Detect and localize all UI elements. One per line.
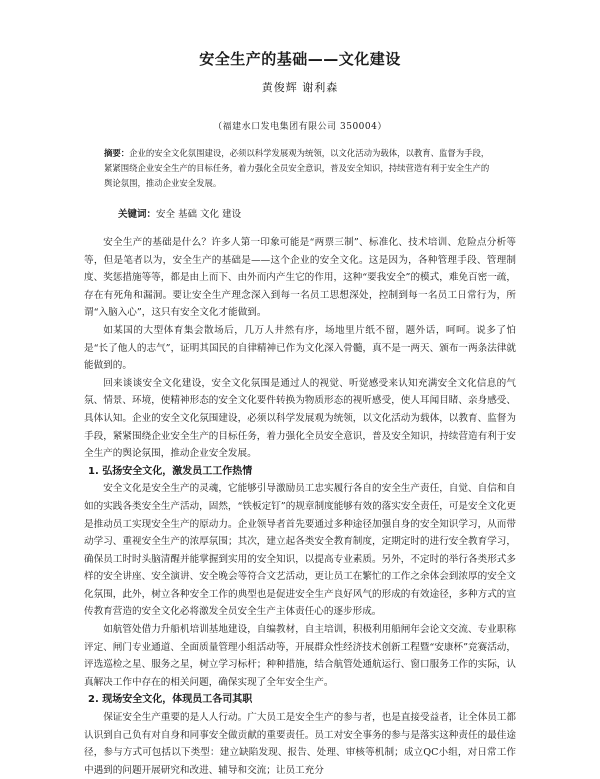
paragraph: 安全文化是安全生产的灵魂，它能够引导激励员工忠实履行各自的安全生产责任，自觉、自信和自如的实践各类安全生产活动，固然，“铁板定钉”的规章制度能够有效的落实安全责任，可是安全文化更是推动员工实现安全生产的原动力。企业领导者首先要通过多种途径加强自身的安全知识学习，从而带动学习、重视安全生产的浓厚氛围；其次，建立起各类安全教育制度，定期定时的进行安全教育学习，确保员工时时头脑清醒并能掌握到实用的安全知识，以提高专业素质。另外，不定时的举行各类形式多样的安全讲座、安全演讲、安全晚会等符合文艺活动，更让员工在繁忙的工作之余体会到浓厚的安全文化氛围，此外，树立各种安全工作的典型也是促进安全生产良好风气的形成的有效途径，多种方式的宣传教育营造的安全文化必将激发全员安全生产主体责任心的逐步形成。 <box>84 483 516 618</box>
paper-title: 安全生产的基础——文化建设 <box>199 50 401 68</box>
paper-affiliation: （福建水口发电集团有限公司 350004） <box>213 122 387 132</box>
paragraph: 如某国的大型体育集会散场后，几万人井然有序，场地里片纸不留，题外话，呵呵。说多了怕是“长了他人的志气”，证明其国民的自律精神已作为文化深入骨髓，真不是一两天、颁布一两条法律就能做到的。 <box>84 324 516 372</box>
keywords-label: 关键词： <box>118 209 157 220</box>
abstract <box>104 146 496 191</box>
keywords <box>118 208 498 222</box>
paper-authors: 黄俊辉 谢利森 <box>261 81 339 94</box>
keywords-text: 安全 基础 文化 建设 <box>156 209 242 220</box>
section-heading: 2. 现场安全文化，体现员工各司其职 <box>88 694 253 706</box>
paragraph: 回来谈谈安全文化建设，安全文化氛围是通过人的视觉、听觉感受来认知充满安全文化信息的气氛、情景、环境，使精神形态的安全文化要件转换为物质形态的视听感受，使人耳闻目睹、亲身感受、具体认知。企业的安全文化氛围建设，必须以科学发展观为统领，以文化活动为载体，以教育、监督为手段，紧紧围绕企业安全生产的目标任务，着力强化全员安全意识，普及安全知识，持续营造有利于安全生产的舆论氛围，推动企业安全发展。 <box>84 377 516 460</box>
paragraph: 安全生产的基础是什么？许多人第一印象可能是“两票三制”、标准化、技术培训、危险点分析等等，但是笔者以为，安全生产的基础是——这个企业的安全文化。这是因为，各种管理手段、管理制度、奖惩措施等等，都是由上而下、由外而内产生它的作用，这种“要我安全”的模式，难免百密一疏，存在有死角和漏洞。要让安全生产理念深入到每一名员工思想深处，控制到每一名员工日常行为，所谓“入脑入心”，这只有安全文化才能做到。 <box>84 237 516 319</box>
paragraph: 如航管处借力升船机培训基地建设，自编教材，自主培训，积极利用船闸年会论文交流、专业职称评定、闸门专业通道、全面质量管理小组活动等，开展群众性经济技术创新工程暨“安康杯”竞赛活动，评选巡检之星、服务之星，树立学习标杆；种种措施，结合航管处通航运行、窗口服务工作的实际，认真解决工作中存在的相关问题，确保实现了全年安全生产。 <box>84 624 516 688</box>
paragraph: 保证安全生产重要的是人人行动。广大员工是安全生产的参与者，也是直接受益者，让全体员工都认识到自己负有对自身和同事安全做贡献的重要责任。员工对安全事务的参与是落实这种责任的最佳途径，参与方式可包括以下类型：建立缺陷发现、报告、处理、审核等机制；成立QC小组，对日常工作中遇到的问题开展研究和改进、辅导和交流；让员工充分 <box>84 712 516 776</box>
section-heading: 1. 弘扬安全文化，激发员工工作热情 <box>88 465 253 477</box>
body-text <box>84 234 516 779</box>
abstract-label: 摘要： <box>104 148 130 158</box>
abstract-text: 企业的安全文化氛围建设，必须以科学发展观为统领，以文化活动为载体，以教育、监督为手段，紧紧围绕企业安全生产的目标任务，着力强化全员安全意识，普及安全知识，持续营造有利于安全生产的舆论氛围，推动企业安全发展。 <box>104 148 490 188</box>
